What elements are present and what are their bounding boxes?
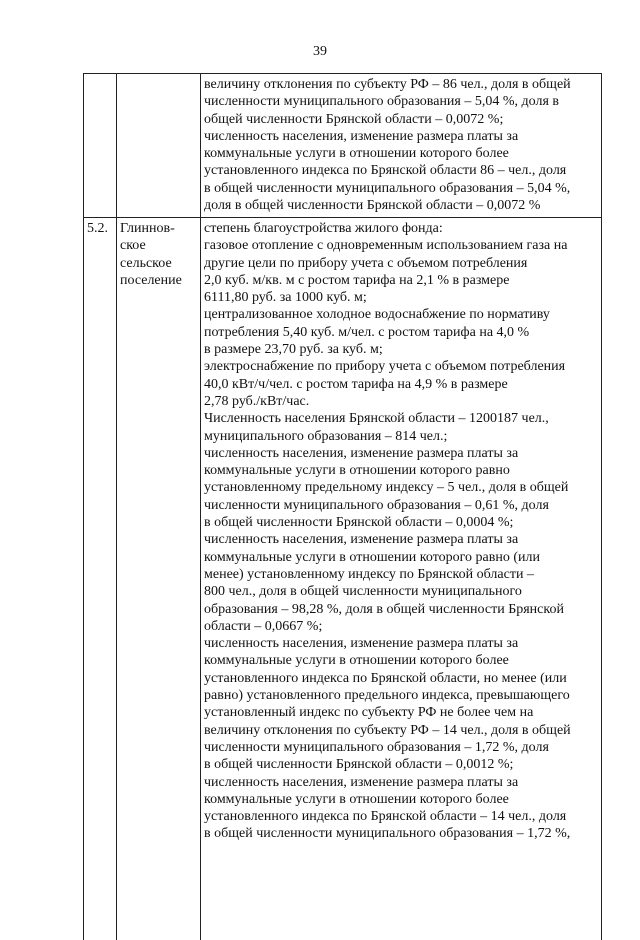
row-name-line: Глиннов- (120, 220, 197, 237)
description-line: образования – 98,28 %, доля в общей численности Брянской (204, 601, 598, 618)
description-line: электроснабжение по прибору учета с объемом потребления (204, 358, 598, 375)
description-line: в общей численности муниципального образования – 5,04 %, (204, 180, 598, 197)
description-line: численности муниципального образования – 1,72 %, доля (204, 739, 598, 756)
row-number-cell (84, 74, 117, 218)
description-line: 2,0 куб. м/кв. м с ростом тарифа на 2,1 % в размере (204, 272, 598, 289)
description-line: муниципального образования – 814 чел.; (204, 428, 598, 445)
description-line: величину отклонения по субъекту РФ – 14 чел., доля в общей (204, 722, 598, 739)
description-line: менее) установленному индексу по Брянской области – (204, 566, 598, 583)
data-table (83, 73, 602, 940)
description-line: численности муниципального образования – 0,61 %, доля (204, 497, 598, 514)
description-line: установленному предельному индексу – 5 чел., доля в общей (204, 479, 598, 496)
description-line: коммунальные услуги в отношении которого равно (204, 462, 598, 479)
description-line: газовое отопление с одновременным использованием газа на (204, 237, 598, 254)
row-number-cell (84, 218, 117, 940)
description-line: установленного индекса по Брянской области, но менее (или (204, 670, 598, 687)
row-description-cell (201, 74, 602, 218)
description-line: коммунальные услуги в отношении которого равно (или (204, 549, 598, 566)
description-line: установленный индекс по субъекту РФ не более чем на (204, 704, 598, 721)
description-line: доля в общей численности Брянской области – 0,0072 % (204, 197, 598, 214)
description-line: величину отклонения по субъекту РФ – 86 чел., доля в общей (204, 76, 598, 93)
description-line: в общей численности Брянской области – 0,0012 %; (204, 756, 598, 773)
description-line: численность населения, изменение размера платы за (204, 128, 598, 145)
description-line: Численность населения Брянской области – 1200187 чел., (204, 410, 598, 427)
table-row (84, 218, 602, 940)
description-line: коммунальные услуги в отношении которого более (204, 791, 598, 808)
page-number: 39 (0, 44, 640, 60)
description-line: в общей численности муниципального образования – 1,72 %, (204, 825, 598, 842)
row-number: 5.2. (87, 220, 113, 237)
description-line: централизованное холодное водоснабжение по нормативу (204, 306, 598, 323)
description-line: 2,78 руб./кВт/час. (204, 393, 598, 410)
description-line: численности муниципального образования – 5,04 %, доля в (204, 93, 598, 110)
description-line: в общей численности Брянской области – 0,0004 %; (204, 514, 598, 531)
description-line: численность населения, изменение размера платы за (204, 445, 598, 462)
row-name-cell (117, 74, 201, 218)
description-line: потребления 5,40 куб. м/чел. с ростом тарифа на 4,0 % (204, 324, 598, 341)
description-line: 800 чел., доля в общей численности муниципального (204, 583, 598, 600)
row-description-cell (201, 218, 602, 940)
description-line: установленного индекса по Брянской области 86 – чел., доля (204, 162, 598, 179)
row-name-line: ское (120, 237, 197, 254)
row-name-cell (117, 218, 201, 940)
description-line: численность населения, изменение размера платы за (204, 635, 598, 652)
description-line: области – 0,0667 %; (204, 618, 598, 635)
row-name-line: поселение (120, 272, 197, 289)
description-line: численность населения, изменение размера платы за (204, 531, 598, 548)
description-line: в размере 23,70 руб. за куб. м; (204, 341, 598, 358)
table-body (84, 74, 602, 940)
description-line: численность населения, изменение размера платы за (204, 774, 598, 791)
description-line: 40,0 кВт/ч/чел. с ростом тарифа на 4,9 % в размере (204, 376, 598, 393)
description-line: равно) установленного предельного индекса, превышающего (204, 687, 598, 704)
description-line: степень благоустройства жилого фонда: (204, 220, 598, 237)
description-line: установленного индекса по Брянской области – 14 чел., доля (204, 808, 598, 825)
row-name-line: сельское (120, 255, 197, 272)
description-line: другие цели по прибору учета с объемом потребления (204, 255, 598, 272)
description-line: коммунальные услуги в отношении которого более (204, 145, 598, 162)
description-line: 6111,80 руб. за 1000 куб. м; (204, 289, 598, 306)
description-line: общей численности Брянской области – 0,0072 %; (204, 111, 598, 128)
table-row (84, 74, 602, 218)
description-line: коммунальные услуги в отношении которого более (204, 652, 598, 669)
